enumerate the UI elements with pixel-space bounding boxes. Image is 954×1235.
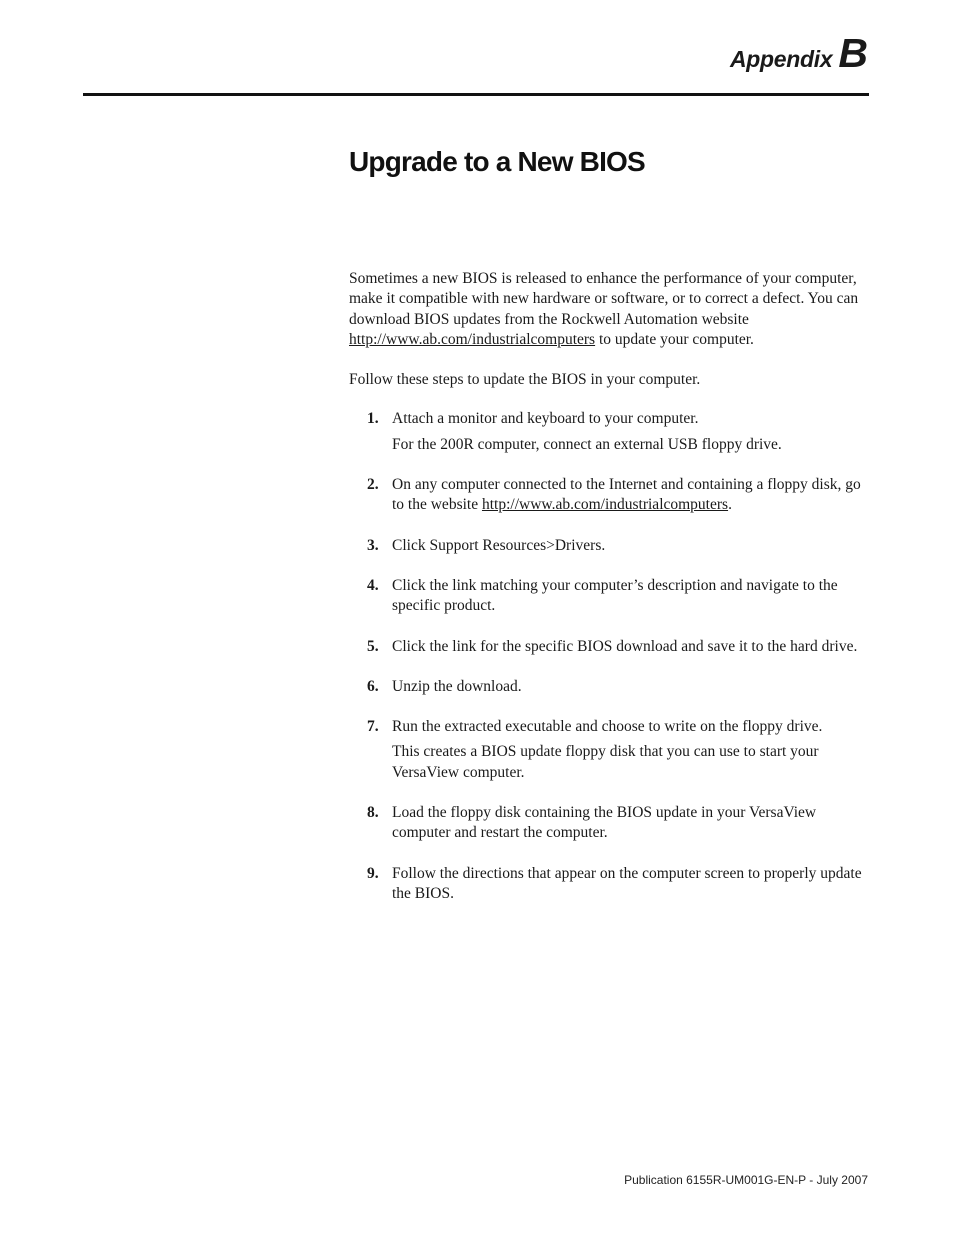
step-text: Load the floppy disk containing the BIOS update in your VersaView computer and restart the computer. bbox=[392, 804, 817, 842]
intro-text: Sometimes a new BIOS is released to enhance the performance of your computer, make it compatible with new hardware or software, or to correct a defect. You can download BIOS updates from the Rockwell Automation website bbox=[349, 270, 859, 328]
step-item bbox=[349, 536, 869, 556]
appendix-label: Appendix bbox=[730, 46, 833, 72]
step-text: Attach a monitor and keyboard to your computer. bbox=[392, 410, 699, 428]
step-text: Unzip the download. bbox=[392, 677, 522, 695]
intro-text-end: to update your computer. bbox=[595, 330, 754, 348]
step-number: 3. bbox=[367, 536, 379, 554]
step-number: 4. bbox=[367, 576, 379, 594]
step-item bbox=[349, 576, 869, 617]
step-number: 6. bbox=[367, 677, 379, 695]
step-number: 8. bbox=[367, 804, 379, 822]
page-title: Upgrade to a New BIOS bbox=[349, 146, 645, 177]
website-link[interactable]: http://www.ab.com/industrialcomputers bbox=[481, 496, 729, 514]
step-item bbox=[349, 864, 869, 905]
step-item bbox=[349, 803, 869, 844]
appendix-letter: B bbox=[838, 30, 868, 76]
step-note: For the 200R computer, connect an external USB floppy drive. bbox=[392, 435, 782, 453]
step-item bbox=[349, 677, 869, 697]
step-number: 2. bbox=[367, 476, 379, 494]
step-number: 1. bbox=[367, 410, 379, 428]
step-text-end: . bbox=[728, 496, 732, 514]
steps-intro: Follow these steps to update the BIOS in your computer. bbox=[349, 371, 701, 389]
step-text bbox=[392, 475, 869, 516]
step-number: 5. bbox=[367, 637, 379, 655]
step-note: This creates a BIOS update floppy disk that you can use to start your VersaView computer. bbox=[392, 743, 819, 781]
body-content bbox=[349, 269, 869, 924]
step-text: Follow the directions that appear on the computer screen to properly update the BIOS. bbox=[392, 864, 862, 902]
step-text: Click the link matching your computer’s description and navigate to the specific product. bbox=[392, 576, 838, 615]
step-item bbox=[349, 475, 869, 516]
step-text: Click the link for the specific BIOS download and save it to the hard drive. bbox=[392, 637, 858, 655]
intro-paragraph bbox=[349, 269, 869, 350]
step-text-start: On any computer connected to the Internet and containing a floppy disk, go to the website bbox=[392, 476, 861, 514]
step-item bbox=[349, 409, 869, 455]
publication-footer: Publication 6155R-UM001G-EN-P - July 2007 bbox=[624, 1173, 868, 1187]
website-link[interactable]: http://www.ab.com/industrialcomputers bbox=[349, 330, 596, 348]
step-text: Run the extracted executable and choose to write on the floppy drive. bbox=[392, 718, 823, 736]
step-item bbox=[349, 717, 869, 783]
step-number: 7. bbox=[367, 718, 379, 736]
step-number: 9. bbox=[367, 864, 379, 882]
step-item bbox=[349, 637, 869, 657]
header-divider bbox=[83, 93, 869, 96]
appendix-header bbox=[730, 30, 868, 77]
step-text: Click Support Resources>Drivers. bbox=[392, 536, 606, 554]
steps-list bbox=[349, 409, 869, 904]
